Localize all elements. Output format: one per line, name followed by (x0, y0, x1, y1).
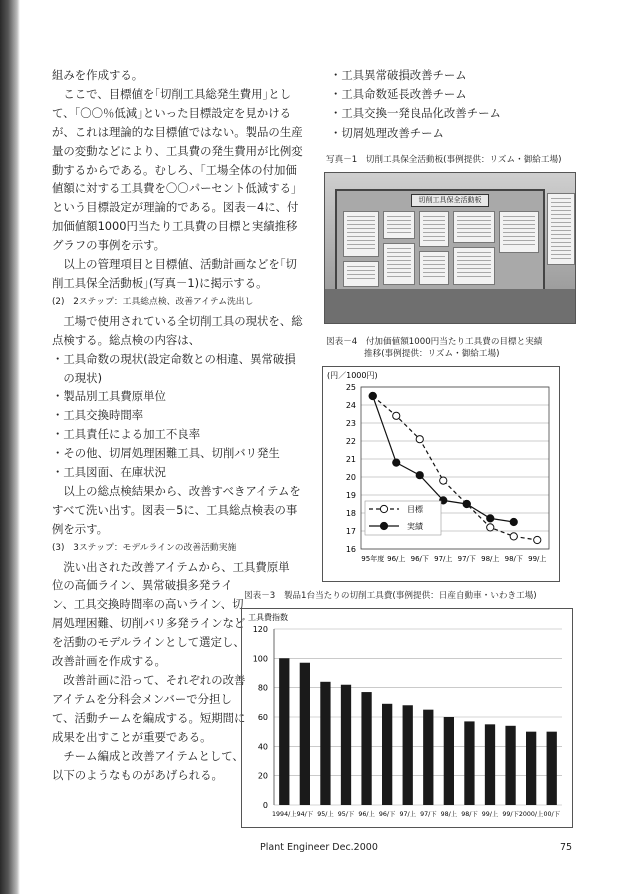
list-item: ・その他、切屑処理困難工具、切削バリ発生 (52, 446, 280, 461)
x-tick-label: 98/上 (440, 811, 458, 818)
board-sheet (453, 247, 495, 285)
page-number: 75 (560, 842, 573, 853)
x-tick-label: 96/下 (410, 555, 429, 563)
section-heading: (2) 2ステップ：工具総点検、改善アイテム洗出し (52, 296, 254, 307)
paragraph: ここで、目標値を｢切削工具総発生費用｣として、｢〇〇％低減｣といった目標設定を見かけるが、これは理論的な目標値ではない。製品の生産量の変動などにより、工具費の発生費用が比例変動するからである。むしろ、｢工場全体の付加価値額に対する工具費を〇〇パーセント低減する｣という目標設定が理論的である。図表－4に、付加価値額1000円当たり工具費の目標と実績推移グラフの事例を示す。 (52, 86, 303, 253)
board-sheet (383, 211, 415, 239)
x-tick-label: 96/上 (358, 811, 375, 818)
x-tick-label: 97/上 (399, 811, 416, 818)
y-axis-label: (円／1000円) (327, 371, 378, 380)
legend-marker (380, 522, 387, 529)
legend-marker (380, 505, 387, 512)
x-tick-label: 98/下 (504, 555, 523, 563)
bar (320, 682, 330, 805)
x-tick-label: 95年度 (361, 555, 385, 563)
board-sheet (499, 211, 539, 253)
paragraph: 位の高価ライン、異常破損多発ライン、工具交換時間率の高いライン、切屑処理困難、切削バリ多発ラインなどを活動のモデルラインとして選定し、改善計画を作成する。 (52, 578, 246, 669)
x-tick-label: 99/上 (528, 555, 547, 563)
x-tick-label: 97/下 (457, 555, 476, 563)
bar (279, 658, 289, 805)
x-tick-label: 98/下 (461, 811, 478, 818)
list-item: ・製品別工具費原単位 (52, 389, 166, 404)
data-point (510, 533, 517, 540)
legend-label: 実績 (407, 522, 423, 531)
paragraph: 以上の管理項目と目標値、活動計画などを｢切削工具保全活動板｣(写真－1)に掲示する。 (52, 257, 297, 290)
bar (485, 724, 495, 805)
x-tick-label: 95/上 (317, 811, 334, 818)
bar (423, 710, 433, 805)
y-tick-label: 22 (345, 437, 356, 446)
photo-activity-board (324, 172, 576, 324)
bar (403, 705, 413, 805)
bar (444, 717, 454, 805)
x-tick-label: 00/下 (543, 811, 560, 818)
board-image (335, 189, 545, 293)
data-point (487, 524, 494, 531)
x-tick-label: 99/上 (481, 811, 499, 818)
y-tick-label: 120 (252, 625, 268, 634)
y-tick-label: 25 (345, 383, 356, 392)
paragraph: チーム編成と改善アイテムとして、以下のようなものがあげられる。 (52, 748, 244, 782)
list-item: ・工具交換一発良品化改善チーム (330, 106, 501, 121)
paragraph: 改善計画に沿って、それぞれの改善アイテムを分科会メンバーで分担して、活動チームを編成する。短期間に成果を出すことが重要である。 (52, 673, 246, 744)
data-point (534, 536, 541, 543)
bar-chart-fig3 (241, 608, 573, 828)
side-sheet (547, 193, 575, 265)
board-sheet (343, 261, 379, 287)
list-item: ・工具命数の現状(設定命数との相違、異常破損の現状) (52, 351, 296, 385)
y-axis-label: 工具費指数 (248, 613, 288, 622)
y-tick-label: 18 (345, 509, 356, 518)
data-point (393, 412, 400, 419)
data-point (440, 477, 447, 484)
bar (341, 685, 351, 805)
board-sheet (343, 211, 379, 257)
list-item: ・工具交換時間率 (52, 408, 144, 423)
line-chart-svg (323, 367, 559, 581)
list-item: ・工具命数延長改善チーム (330, 87, 467, 102)
y-tick-label: 17 (345, 527, 356, 536)
y-tick-label: 20 (257, 771, 268, 781)
board-sheet (383, 243, 415, 285)
data-point (487, 515, 494, 522)
list-item: ・工具責任による加工不良率 (52, 427, 201, 442)
team-list (330, 66, 501, 143)
paragraph: 組みを作成する。 (52, 68, 144, 82)
y-tick-label: 21 (345, 455, 356, 464)
x-tick-label: 99/下 (502, 811, 519, 818)
y-tick-label: 0 (262, 801, 268, 810)
x-tick-label: 1994/上 (272, 811, 297, 818)
x-tick-label: 94/下 (296, 811, 314, 818)
bar (505, 726, 515, 805)
paragraph: 工場で使用されている全切削工具の現状を、総点検する。総点検の内容は、 (52, 313, 303, 347)
board-sheet (419, 211, 449, 247)
caption-line: 推移(事例提供：リズム・御給工場) (364, 349, 500, 359)
line-chart-fig4 (322, 366, 560, 582)
data-point (510, 518, 517, 525)
list-item: ・工具異常破損改善チーム (330, 68, 467, 82)
bar (300, 663, 310, 805)
bar (526, 732, 536, 805)
figure-caption: 図表－3 製品1台当たりの切削工具費(事例提供：日産自動車・いわき工場) (244, 591, 537, 601)
y-tick-label: 40 (257, 742, 268, 752)
journal-footer: Plant Engineer Dec.2000 (260, 842, 378, 853)
table-in-photo (325, 289, 575, 323)
board-sheet (453, 211, 495, 243)
data-point (393, 459, 400, 466)
board-sign: 切削工具保全活動板 (411, 194, 489, 207)
scan-binding-edge (0, 0, 20, 894)
legend-label: 目標 (407, 505, 423, 514)
y-tick-label: 80 (257, 683, 268, 693)
figure-caption (326, 336, 542, 360)
y-tick-label: 100 (252, 654, 268, 664)
bar (464, 721, 474, 805)
y-tick-label: 20 (345, 473, 356, 482)
legend-box (365, 501, 441, 535)
y-tick-label: 23 (345, 419, 356, 428)
x-tick-label: 97/下 (420, 811, 437, 818)
data-point (416, 436, 423, 443)
x-tick-label: 96/上 (387, 555, 406, 563)
bar (547, 732, 557, 805)
bar (361, 692, 371, 805)
y-tick-label: 16 (345, 545, 356, 554)
paragraph: 以上の総点検結果から、改善すべきアイテムをすべて洗い出す。図表－5に、工具総点検表の事例を示す。 (52, 483, 301, 536)
data-point (416, 472, 423, 479)
data-point (463, 500, 470, 507)
x-tick-label: 98/上 (481, 555, 500, 563)
section-heading: (3) 3ステップ：モデルラインの改善活動実施 (52, 542, 237, 553)
x-tick-label: 95/下 (337, 811, 355, 818)
x-tick-label: 2000/上 (518, 811, 544, 818)
y-tick-label: 60 (257, 713, 268, 722)
list-item: ・工具図面、在庫状況 (52, 465, 166, 480)
bar-chart-svg (242, 609, 572, 827)
x-tick-label: 97/上 (434, 555, 453, 563)
data-point (369, 392, 376, 399)
paragraph: 洗い出された改善アイテムから、工具費原単 (63, 559, 290, 574)
y-tick-label: 19 (345, 491, 356, 500)
board-sheet (419, 251, 449, 285)
x-tick-label: 96/下 (378, 811, 396, 818)
photo-caption: 写真－1 切削工具保全活動板(事例提供：リズム・御給工場) (326, 155, 562, 165)
list-item: ・切屑処理改善チーム (330, 125, 444, 140)
bar (382, 704, 392, 805)
y-tick-label: 24 (345, 401, 356, 410)
caption-line: 図表－4 付加価値額1000円当たり工具費の目標と実績 (326, 337, 543, 347)
